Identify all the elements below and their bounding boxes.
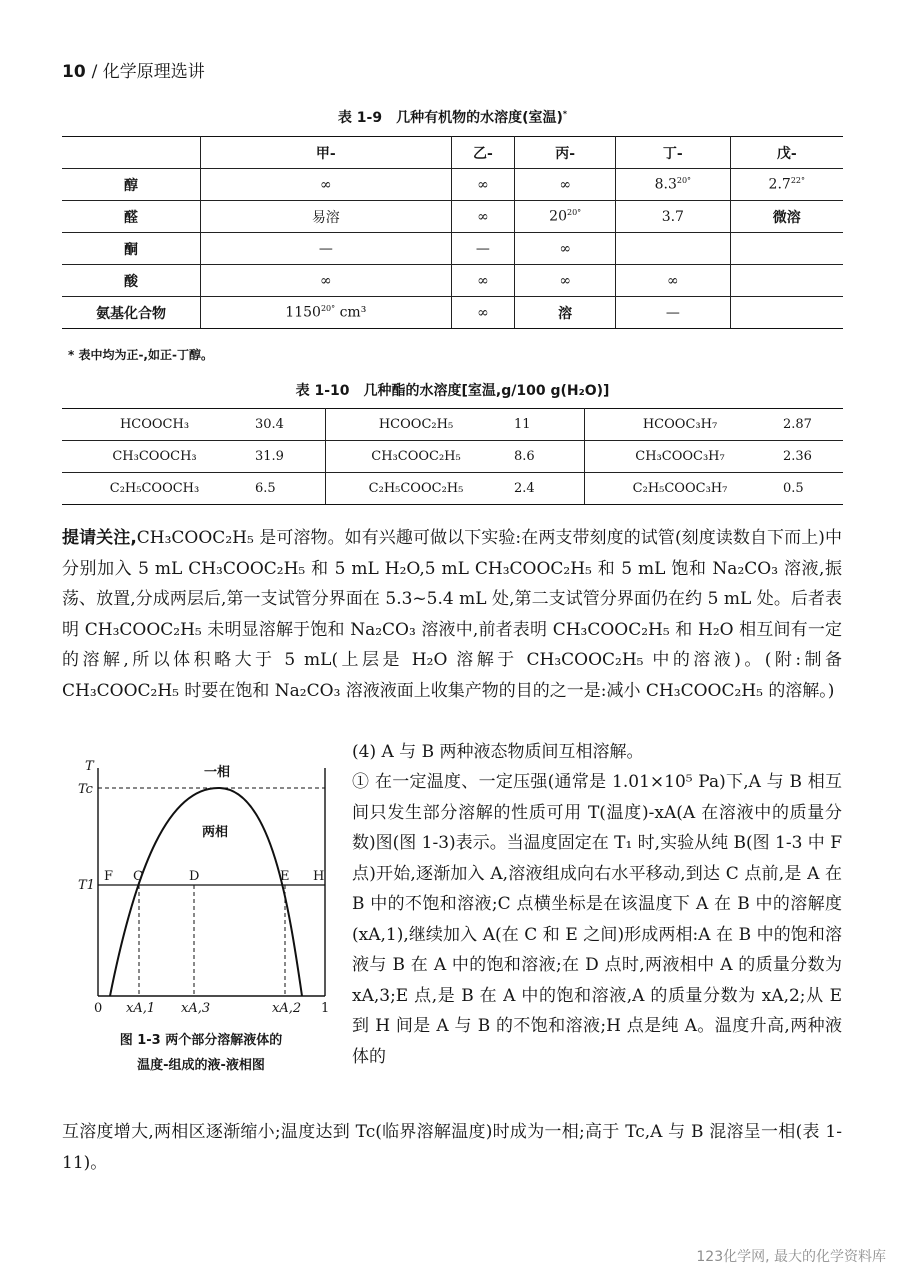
- table9-cell: ∞: [201, 265, 452, 297]
- table10-value: 0.5: [775, 473, 843, 505]
- table10-formula: CH₃COOCH₃: [62, 441, 247, 473]
- table10-formula: HCOOCH₃: [62, 409, 247, 441]
- tc-label: Tc: [78, 782, 93, 797]
- table10-row: [62, 409, 843, 441]
- table9-cell: [730, 233, 843, 265]
- table10-formula: HCOOC₃H₇: [585, 409, 776, 441]
- table9-caption: [62, 107, 843, 127]
- table9-header-cell: 丁-: [616, 137, 730, 169]
- table9-cell: ∞: [515, 233, 616, 265]
- table9-header-cell: 丙-: [515, 137, 616, 169]
- table9-cell: $8.3^{20^\circ}$: [616, 169, 730, 201]
- table10-formula: HCOOC₂H₅: [326, 409, 507, 441]
- table9-header-cell: 甲-: [201, 137, 452, 169]
- y-axis-label: T: [85, 759, 94, 774]
- point-h: H: [313, 869, 325, 884]
- t1-label: T1: [78, 878, 95, 893]
- table10-value: 2.4: [506, 473, 585, 505]
- table9-cell: 溶: [515, 297, 616, 329]
- table9-header-cell: [62, 137, 201, 169]
- table9-cell: [730, 265, 843, 297]
- table9-row: [62, 233, 843, 265]
- table9-cell: ∞: [616, 265, 730, 297]
- table9-cell: 易溶: [201, 201, 452, 233]
- table9-header-cell: 戊-: [730, 137, 843, 169]
- table10-caption: [62, 380, 843, 400]
- x-tick-xa3: xA,3: [181, 1001, 211, 1016]
- table9-cell: $20^{20^\circ}$: [515, 201, 616, 233]
- table10-value: 31.9: [247, 441, 326, 473]
- paragraph-phase-continuation: 互溶度增大,两相区逐渐缩小;温度达到 Tc(临界溶解温度)时成为一相;高于 Tc,A 与 B 混溶呈一相(表 1-11)。: [62, 1122, 842, 1173]
- table9-cell: $1150^{20^\circ}$ cm³: [201, 297, 452, 329]
- table10-row: [62, 473, 843, 505]
- figure-caption: [82, 1028, 320, 1078]
- table9-cell: [616, 233, 730, 265]
- table9-note: * 表中均为正-,如正-丁醇。: [68, 348, 213, 362]
- two-phase-label: 两相: [202, 825, 229, 840]
- table9-title: 几种有机物的水溶度(室温): [396, 110, 563, 126]
- table9-cell: —: [616, 297, 730, 329]
- table10-value: 2.36: [775, 441, 843, 473]
- table9-cell: ∞: [451, 201, 515, 233]
- table9-row-label: 氨基化合物: [62, 297, 201, 329]
- table9-cell: ∞: [451, 265, 515, 297]
- table9-row: [62, 265, 843, 297]
- table10-value: 30.4: [247, 409, 326, 441]
- table10-value: 2.87: [775, 409, 843, 441]
- section4-heading: (4) A 与 B 两种液态物质间互相溶解。: [352, 742, 644, 762]
- table10-formula: CH₃COOC₃H₇: [585, 441, 776, 473]
- x-tick-xa2: xA,2: [272, 1001, 302, 1016]
- table9-cell: 3.7: [616, 201, 730, 233]
- table9-cell: ∞: [201, 169, 452, 201]
- paragraph-ester-solubility: [62, 523, 842, 706]
- table9-header-cell: 乙-: [451, 137, 515, 169]
- paragraph-lead: 提请关注,: [62, 528, 137, 548]
- table10-number: 表 1-10: [295, 383, 350, 399]
- figure-caption-line1: 图 1-3 两个部分溶解液体的: [119, 1033, 283, 1048]
- table10-formula: C₂H₅COOCH₃: [62, 473, 247, 505]
- table9-cell: —: [201, 233, 452, 265]
- paragraph-phase-diagram: ① 在一定温度、一定压强(通常是 1.01×10⁵ Pa)下,A 与 B 相互间只发生部分溶解的性质可用 T(温度)-xA(A 在溶液中的质量分数)图(图 1-3)表示。当温度固定在 T₁ 时,实验从纯 B(图 1-3 中 F 点)开始,逐渐加入 A,溶液组成向右水平移动,到达 C 点前,是 A 在 B 中的不饱和溶液;C 点横坐标是在该温度下 A 在 B 中的溶解度(xA,1),继续加入 A(在 C 和 E 之间)形成两相:A 在 B 中的饱和溶液与 B 在 A 中的饱和溶液;在 D 点时,两液相中 A 的质量分数为 xA,3;E 点,是 B 在 A 中的饱和溶液,A 的质量分数为 xA,2;从 E 到 H 间是 A 与 B 的不饱和溶液;H 点是纯 A。温度升高,两种液体的: [352, 772, 842, 1067]
- table9-cell: —: [451, 233, 515, 265]
- table9-cell: ∞: [451, 297, 515, 329]
- point-d: D: [189, 869, 200, 884]
- table10-row: [62, 441, 843, 473]
- table10-value: 6.5: [247, 473, 326, 505]
- table9-cell: ∞: [451, 169, 515, 201]
- table9-row: [62, 201, 843, 233]
- table9-row-label: 酸: [62, 265, 201, 297]
- table9-row: [62, 169, 843, 201]
- table10-title: 几种酯的水溶度[室温,g/100 g(H₂O)]: [363, 383, 610, 399]
- table9-cell: 微溶: [730, 201, 843, 233]
- table10-formula: CH₃COOC₂H₅: [326, 441, 507, 473]
- table9-row-label: 醛: [62, 201, 201, 233]
- page-header: [62, 57, 205, 82]
- book-title: / 化学原理选讲: [91, 62, 205, 82]
- table9-number: 表 1-9: [337, 110, 383, 126]
- point-c: C: [133, 869, 143, 884]
- table9-row: [62, 297, 843, 329]
- one-phase-label: 一相: [204, 765, 231, 780]
- paragraph-body: CH₃COOC₂H₅ 是可溶物。如有兴趣可做以下实验:在两支带刻度的试管(刻度读数自下而上)中分别加入 5 mL CH₃COOC₂H₅ 和 5 mL H₂O,5 mL CH₃COOC₂H₅ 和 5 mL 饱和 Na₂CO₃ 溶液,振荡、放置,分成两层后,第一支试管分界面在 5.3~5.4 mL 处,第二支试管分界面仍在约 5 mL 处。后者表明 CH₃COOC₂H₅ 未明显溶解于饱和 Na₂CO₃ 溶液中,前者表明 CH₃COOC₂H₅ 和 H₂O 相互间有一定的溶解,所以体积略大于 5 mL(上层是 H₂O 溶解于 CH₃COOC₂H₅ 中的溶液)。(附:制备 CH₃COOC₂H₅ 时要在饱和 Na₂CO₃ 溶液液面上收集产物的目的之一是:减小 CH₃COOC₂H₅ 的溶解。): [62, 528, 842, 701]
- x-tick-xa1: xA,1: [126, 1001, 156, 1016]
- point-f: F: [104, 869, 114, 884]
- table9-cell: $2.7^{22^\circ}$: [730, 169, 843, 201]
- point-e: E: [280, 869, 290, 884]
- table9: [62, 136, 843, 329]
- table9-cell: [730, 297, 843, 329]
- figure-caption-line2: 温度-组成的液-液相图: [137, 1058, 265, 1073]
- x-tick-1: 1: [321, 1001, 330, 1016]
- table9-cell: ∞: [515, 169, 616, 201]
- table10-value: 11: [506, 409, 585, 441]
- table10-formula: C₂H₅COOC₃H₇: [585, 473, 776, 505]
- table9-title-mark: *: [562, 109, 568, 119]
- table9-row-label: 酮: [62, 233, 201, 265]
- phase-diagram-figure: [74, 756, 344, 1018]
- table9-row-label: 醇: [62, 169, 201, 201]
- watermark: 123化学网, 最大的化学资料库: [696, 1249, 886, 1265]
- table10: [62, 408, 843, 505]
- page-number: 10: [62, 62, 86, 82]
- table9-header-row: [62, 137, 843, 169]
- table10-value: 8.6: [506, 441, 585, 473]
- table9-cell: ∞: [515, 265, 616, 297]
- table10-formula: C₂H₅COOC₂H₅: [326, 473, 507, 505]
- x-tick-0: 0: [94, 1001, 103, 1016]
